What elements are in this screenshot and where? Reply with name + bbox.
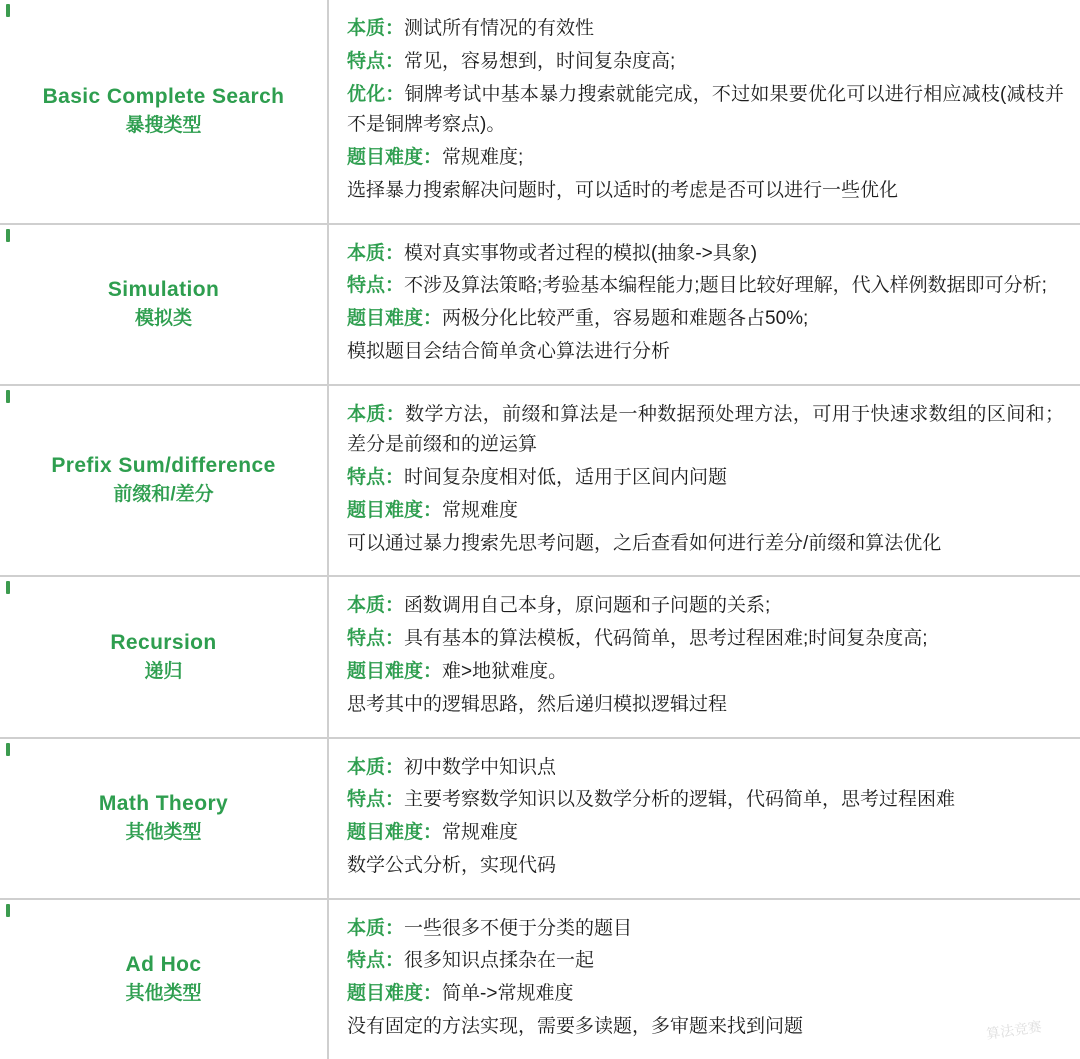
description-line: [347, 657, 1064, 688]
description-line: [347, 337, 1064, 368]
line-text: 具有基本的算法模板，代码简单，思考过程困难;时间复杂度高;: [404, 628, 928, 650]
line-label: 本质：: [347, 917, 405, 939]
bookmark-tick-icon: [6, 581, 10, 594]
description-line: [347, 400, 1064, 462]
line-text: 不涉及算法策略;考验基本编程能力;题目比较好理解，代入样例数据即可分析;: [404, 275, 1047, 297]
description-cell: [328, 0, 1080, 224]
description-line: [347, 1012, 1064, 1043]
description-line: [347, 239, 1064, 270]
line-label: 本质：: [347, 595, 405, 617]
line-label: 本质：: [347, 242, 405, 264]
line-label: 本质：: [347, 18, 405, 39]
line-label: 特点：: [347, 950, 405, 972]
category-cell: [0, 576, 328, 737]
line-text: 选择暴力搜索解决问题时，可以适时的考虑是否可以进行一些优化: [347, 179, 899, 201]
description-cell: [328, 576, 1080, 737]
category-name-en: Math Theory: [98, 791, 229, 815]
description-line: [347, 753, 1064, 784]
line-text: 初中数学中知识点: [404, 756, 557, 778]
line-label: 特点：: [347, 275, 405, 297]
description-line: [347, 304, 1064, 335]
line-label: 题目难度：: [347, 822, 443, 844]
description-line: [347, 496, 1064, 527]
line-text: 常规难度: [442, 499, 519, 521]
description-line: [347, 624, 1064, 655]
table-row: [0, 738, 1080, 899]
line-label: 优化：: [347, 83, 405, 105]
description-line: [347, 529, 1064, 560]
line-text: 难>地狱难度。: [442, 661, 568, 683]
category-cell: [0, 224, 328, 385]
category-name-en: Recursion: [110, 630, 217, 654]
line-label: 题目难度：: [347, 983, 443, 1005]
table-row: [0, 0, 1080, 224]
category-name-zh: 暴搜类型: [125, 115, 202, 137]
description-cell: [328, 738, 1080, 899]
line-text: 数学方法，前缀和算法是一种数据预处理方法，可用于快速求数组的区间和；差分是前缀和的逆运算: [347, 403, 1064, 456]
description-line: [347, 176, 1064, 207]
line-label: 特点：: [347, 789, 405, 811]
category-name-zh: 模拟类: [134, 307, 192, 329]
bookmark-tick-icon: [6, 390, 10, 403]
watermark-text: 算法竞赛: [985, 1018, 1043, 1042]
table-row: [0, 899, 1080, 1059]
category-name-zh: 其他类型: [125, 982, 202, 1004]
line-label: 题目难度：: [347, 499, 443, 521]
description-cell: [328, 899, 1080, 1059]
description-line: [347, 80, 1064, 142]
line-text: 测试所有情况的有效性: [404, 18, 595, 39]
line-text: 两极分化比较严重，容易题和难题各占50%;: [442, 308, 809, 330]
category-cell: [0, 0, 328, 224]
line-text: 时间复杂度相对低，适用于区间内问题: [404, 467, 728, 489]
line-text: 常规难度: [442, 822, 519, 844]
line-text: 没有固定的方法实现，需要多读题，多审题来找到问题: [347, 1015, 804, 1037]
line-label: 题目难度：: [347, 147, 443, 169]
bookmark-tick-icon: [6, 904, 10, 917]
description-line: [347, 946, 1064, 977]
description-line: [347, 143, 1064, 174]
line-text: 常见，容易想到，时间复杂度高;: [404, 50, 676, 72]
category-name-en: Ad Hoc: [125, 952, 202, 976]
description-cell: [328, 224, 1080, 385]
line-label: 特点：: [347, 628, 405, 650]
description-cell: [328, 385, 1080, 577]
category-cell: [0, 899, 328, 1059]
description-line: [347, 914, 1064, 945]
category-cell: [0, 738, 328, 899]
line-text: 很多知识点揉杂在一起: [404, 950, 595, 972]
line-label: 特点：: [347, 50, 405, 72]
line-label: 本质：: [347, 756, 405, 778]
table-row: [0, 224, 1080, 385]
table-row: [0, 385, 1080, 577]
category-name-zh: 其他类型: [125, 821, 202, 843]
bookmark-tick-icon: [6, 743, 10, 756]
line-text: 主要考察数学知识以及数学分析的逻辑，代码简单，思考过程困难: [404, 789, 956, 811]
bookmark-tick-icon: [6, 4, 10, 17]
line-text: 简单->常规难度: [442, 983, 574, 1005]
category-name-en: Prefix Sum/difference: [51, 454, 276, 478]
category-name-zh: 前缀和/差分: [113, 484, 214, 506]
line-text: 可以通过暴力搜索先思考问题，之后查看如何进行差分/前缀和算法优化: [347, 532, 942, 554]
category-name-en: Simulation: [107, 277, 220, 301]
line-text: 思考其中的逻辑思路，然后递归模拟逻辑过程: [347, 693, 728, 715]
description-line: [347, 979, 1064, 1010]
description-line: [347, 47, 1064, 78]
category-cell: [0, 385, 328, 577]
table-row: [0, 576, 1080, 737]
description-line: [347, 690, 1064, 721]
description-line: [347, 851, 1064, 882]
description-line: [347, 463, 1064, 494]
line-label: 特点：: [347, 467, 405, 489]
line-label: 题目难度：: [347, 308, 443, 330]
bookmark-tick-icon: [6, 229, 10, 242]
line-text: 模对真实事物或者过程的模拟(抽象->具象): [404, 242, 758, 264]
line-text: 函数调用自己本身，原问题和子问题的关系;: [404, 595, 771, 617]
category-name-zh: 递归: [144, 660, 183, 682]
line-label: 题目难度：: [347, 661, 443, 683]
line-text: 铜牌考试中基本暴力搜索就能完成，不过如果要优化可以进行相应减枝(减枝并不是铜牌考察点)。: [347, 83, 1064, 136]
description-line: [347, 785, 1064, 816]
line-text: 数学公式分析，实现代码: [347, 854, 557, 876]
category-name-en: Basic Complete Search: [42, 84, 285, 108]
description-line: [347, 271, 1064, 302]
line-text: 模拟题目会结合简单贪心算法进行分析: [347, 340, 671, 362]
description-line: [347, 818, 1064, 849]
description-line: [347, 14, 1064, 45]
line-text: 常规难度;: [442, 147, 524, 169]
description-line: [347, 591, 1064, 622]
line-text: 一些很多不便于分类的题目: [404, 917, 633, 939]
line-label: 本质：: [347, 403, 406, 425]
